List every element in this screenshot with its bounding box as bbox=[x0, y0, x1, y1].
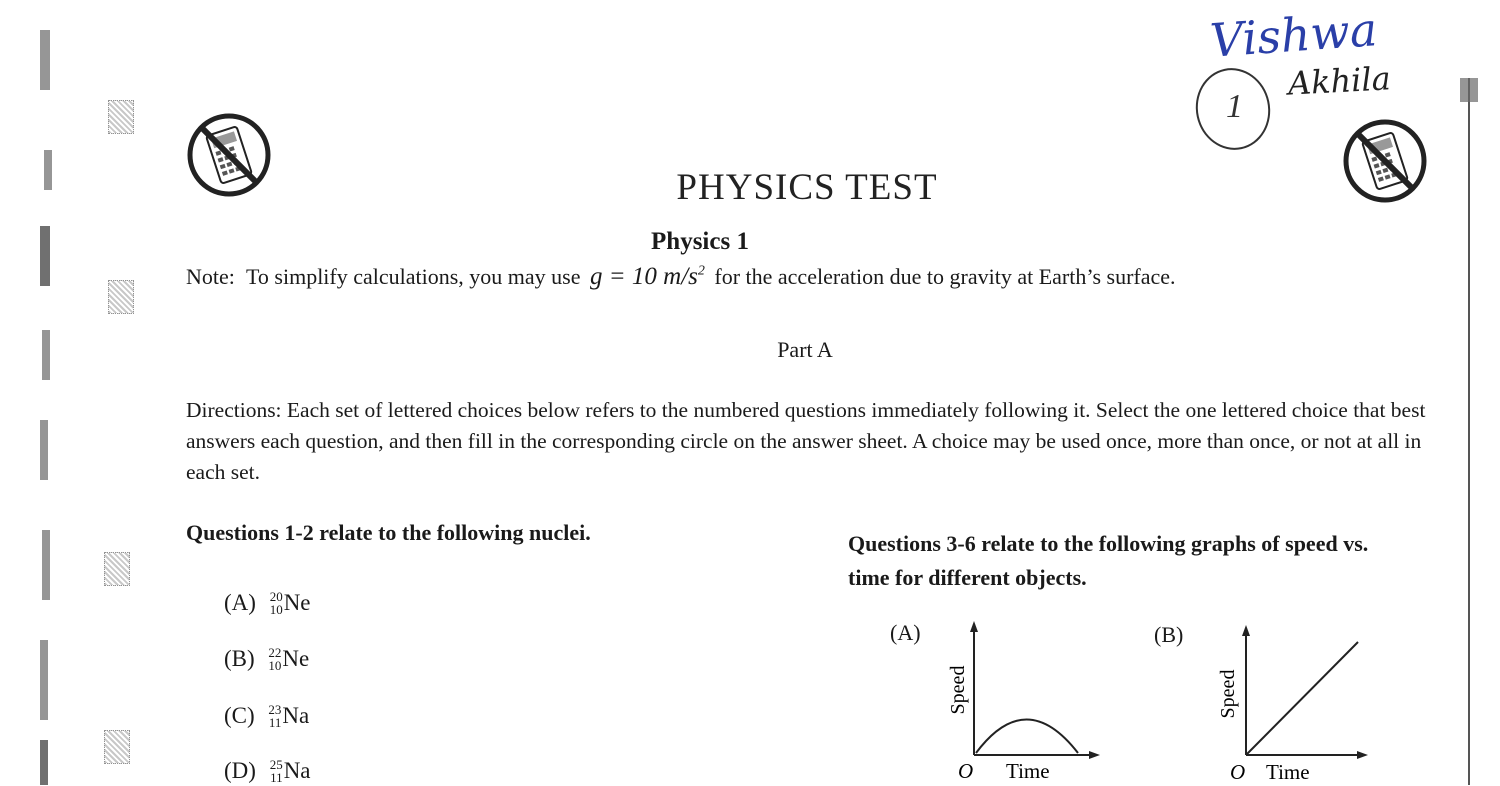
note bbox=[186, 263, 1176, 291]
element-symbol: Na bbox=[283, 758, 311, 783]
atomic-number: 11 bbox=[270, 769, 283, 785]
page-subtitle: Physics 1 bbox=[651, 228, 749, 255]
note-text-before: To simplify calculations, you may use bbox=[246, 264, 581, 289]
mass-number: 25 bbox=[269, 756, 283, 772]
speed-line-rising bbox=[1247, 642, 1358, 754]
note-label: Note: bbox=[186, 264, 235, 289]
directions-text: Each set of lettered choices below refers to the numbered questions immediately following it. Select the one lettered choice that best answers each question, and then fill in the corresponding circle on the answer sheet. A choice may be used once, more than once, or not at all in each set. bbox=[186, 398, 1426, 484]
x-axis-label: Time bbox=[1006, 759, 1050, 783]
element-symbol: Ne bbox=[283, 590, 311, 615]
atomic-number: 10 bbox=[269, 601, 283, 617]
directions-label: Directions: bbox=[186, 398, 282, 422]
origin-label: O bbox=[1230, 760, 1246, 784]
atomic-number: 11 bbox=[268, 714, 282, 730]
handwritten-name: Vishwa bbox=[1208, 2, 1379, 68]
answer-choice bbox=[224, 758, 311, 786]
atomic-number: 10 bbox=[268, 657, 282, 673]
question-group-heading: Questions 1-2 relate to the following nuclei. bbox=[186, 520, 591, 545]
question-group-heading: Questions 3-6 relate to the following graphs of speed vs. time for different objects. bbox=[848, 531, 1369, 590]
choice-letter: (C) bbox=[224, 703, 255, 728]
speed-curve-arch bbox=[976, 720, 1078, 754]
mass-number: 20 bbox=[269, 588, 283, 604]
nuclide bbox=[270, 590, 311, 618]
speed-time-graph-a bbox=[940, 618, 1110, 785]
handwritten-number: 1 bbox=[1226, 88, 1243, 125]
speed-time-graph-b bbox=[1210, 622, 1380, 785]
note-text-after: for the acceleration due to gravity at Earth’s surface. bbox=[714, 264, 1176, 289]
nuclide bbox=[268, 646, 309, 674]
formula-exponent: 2 bbox=[697, 263, 705, 279]
choice-letter: (A) bbox=[224, 590, 256, 615]
element-symbol: Ne bbox=[282, 646, 310, 671]
y-axis-label: Speed bbox=[947, 665, 969, 715]
y-axis-label: Speed bbox=[1217, 669, 1239, 719]
note-formula bbox=[590, 263, 705, 290]
element-symbol: Na bbox=[282, 703, 310, 728]
graph-letter: (B) bbox=[1154, 622, 1184, 647]
nuclide bbox=[268, 703, 309, 731]
x-axis-label: Time bbox=[1266, 760, 1310, 784]
choice-letter: (B) bbox=[224, 646, 255, 671]
choice-letter: (D) bbox=[224, 758, 256, 783]
page-title: PHYSICS TEST bbox=[676, 167, 938, 208]
mass-number: 22 bbox=[268, 644, 282, 660]
answer-choice bbox=[224, 646, 309, 674]
answer-choice bbox=[224, 590, 311, 618]
origin-label: O bbox=[958, 759, 974, 783]
nuclide bbox=[270, 758, 311, 786]
handwritten-name-second: Akhila bbox=[1287, 59, 1392, 103]
x-axis-arrow bbox=[1089, 751, 1100, 759]
answer-choice bbox=[224, 703, 309, 731]
graph-letter: (A) bbox=[890, 620, 921, 645]
x-axis-arrow bbox=[1357, 751, 1368, 759]
mass-number: 23 bbox=[268, 701, 282, 717]
part-label: Part A bbox=[777, 337, 833, 362]
directions bbox=[186, 395, 1436, 488]
formula-text: g = 10 m/s bbox=[590, 263, 698, 290]
scan-edge-artifacts bbox=[0, 0, 160, 785]
